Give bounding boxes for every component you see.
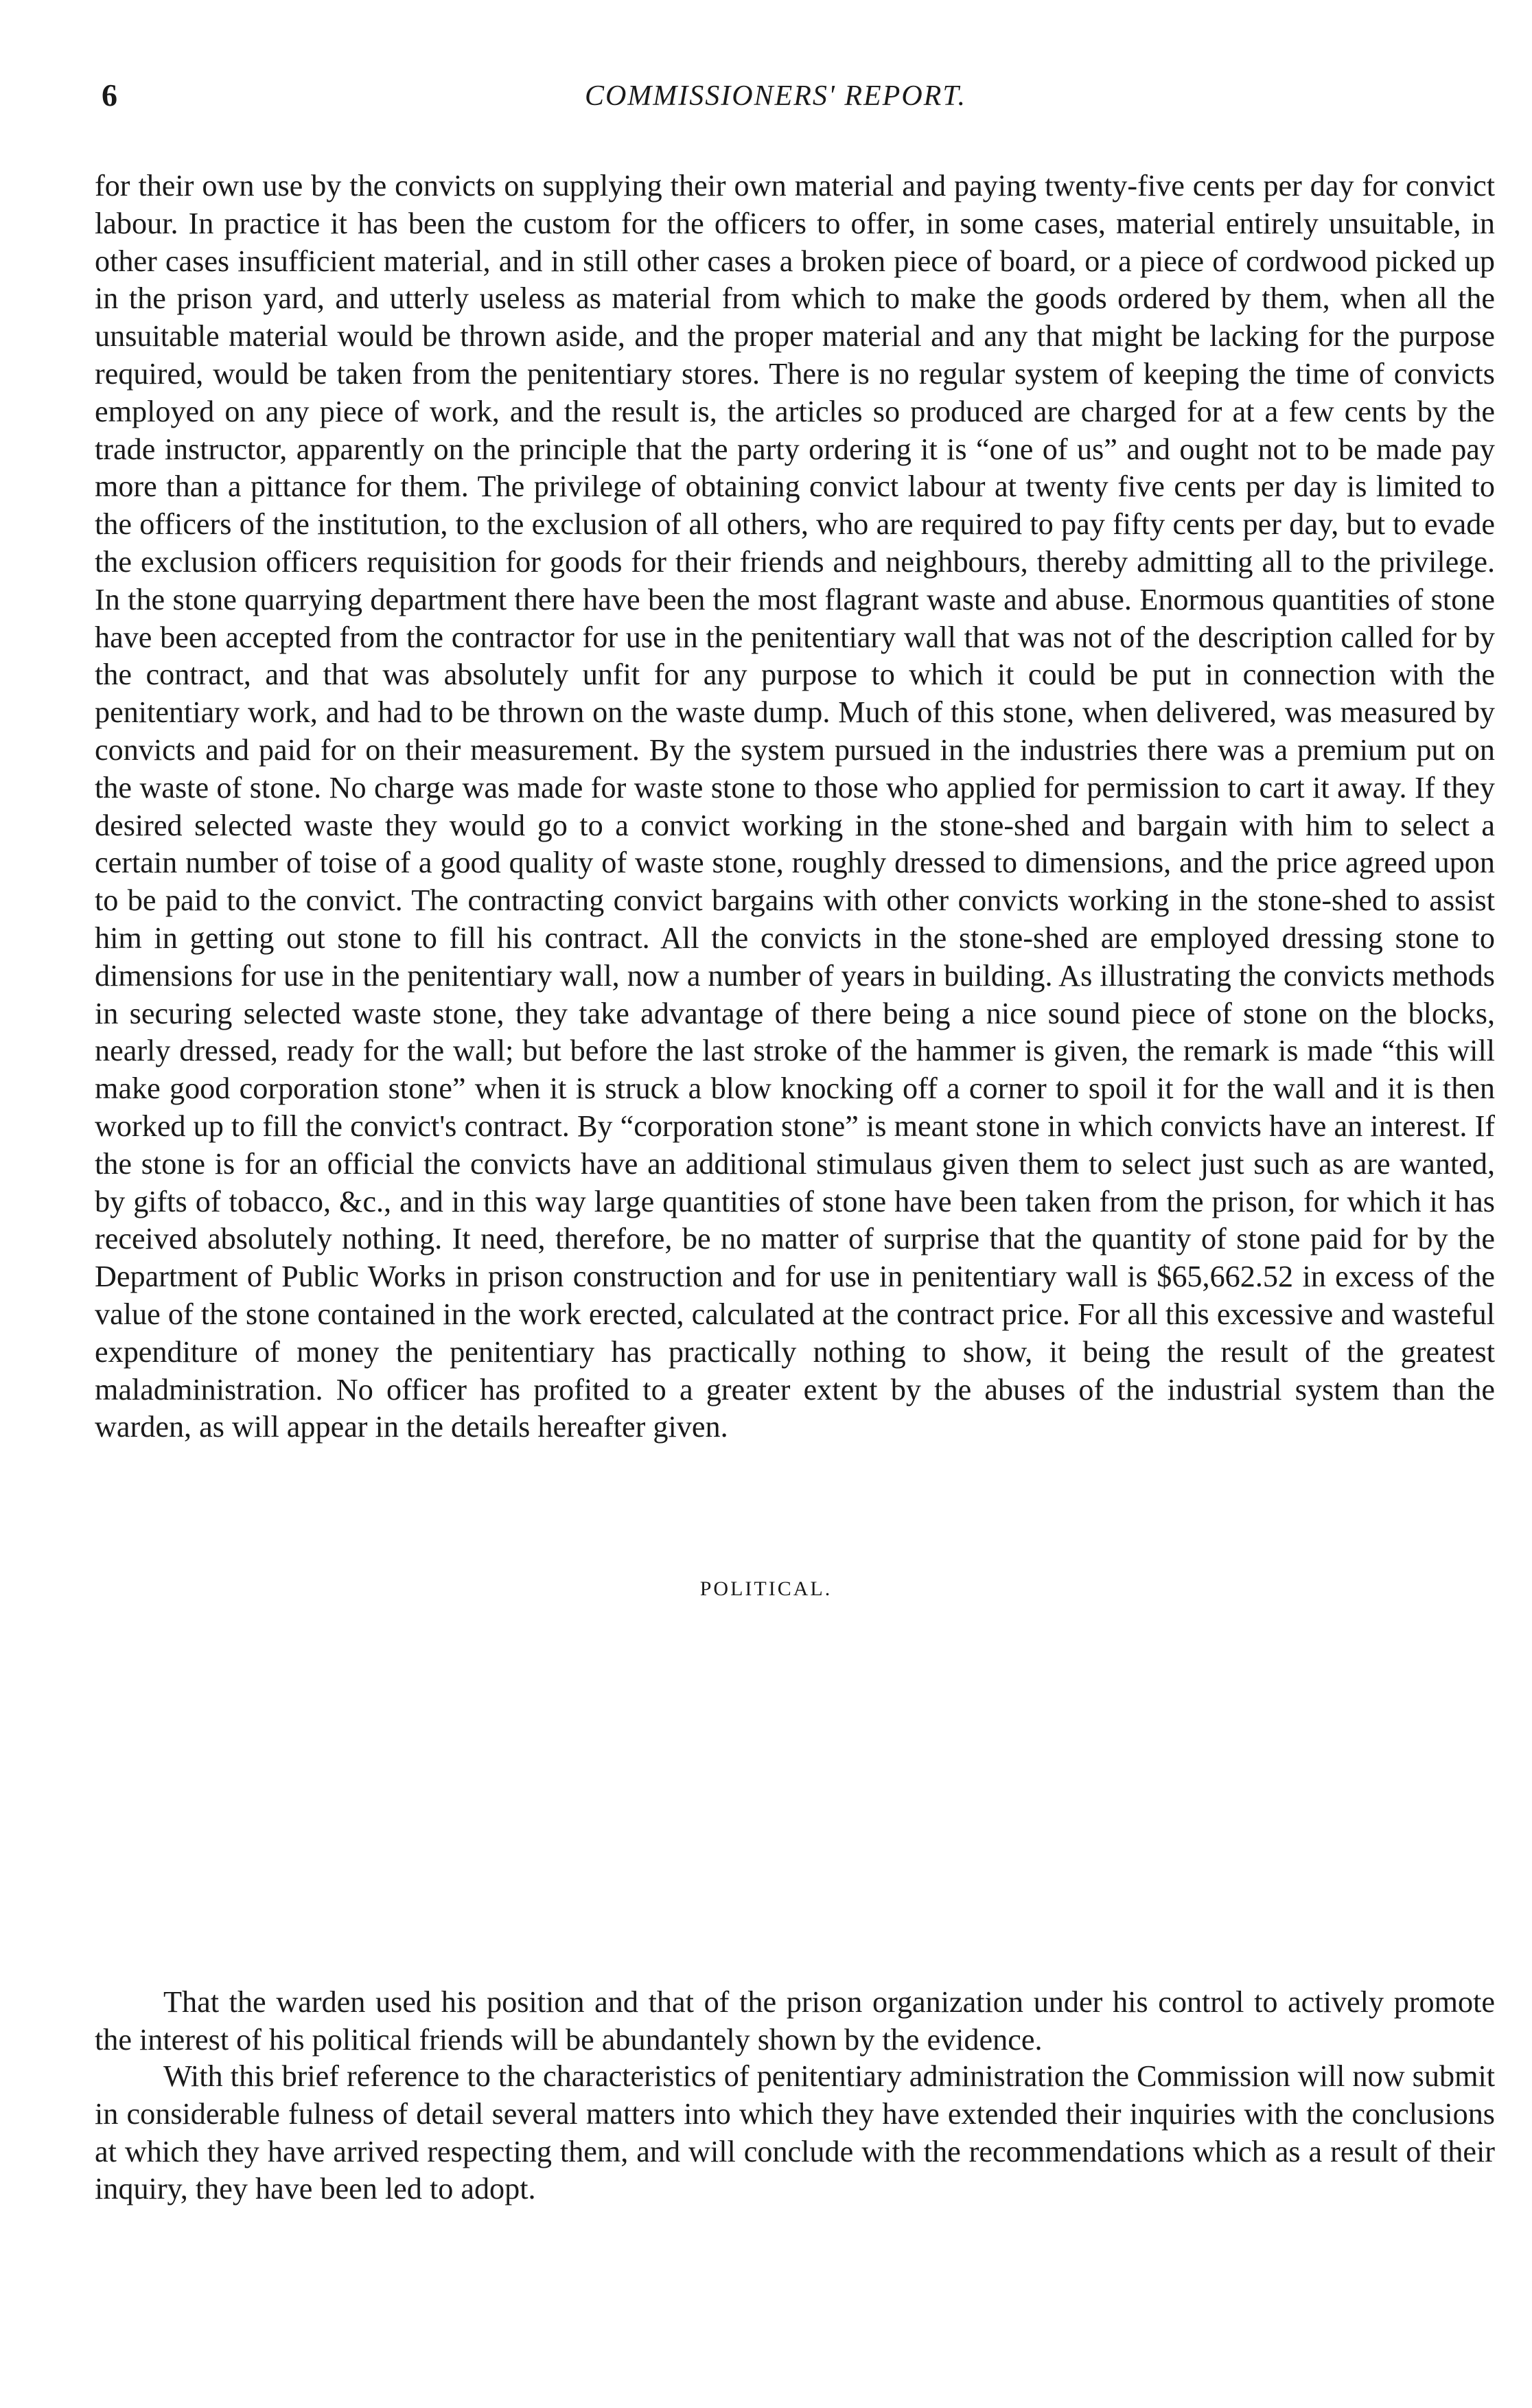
- running-head: COMMISSIONERS' REPORT.: [584, 80, 967, 112]
- section-heading: POLITICAL.: [699, 1577, 833, 1600]
- page-header: [102, 77, 1450, 125]
- body-paragraph: That the warden used his position and that of the prison organization under his control to actively promote the interest of his political friends will be abundantely shown by the evidence.: [95, 1985, 1495, 2057]
- body-paragraph: for their own use by the convicts on supplying their own material and paying twenty-five cents per day for convict labour. In practice it has been the custom for the officers to offer, in some cases, material entirely unsuitable, in other cases insufficient material, and in still other cases a broken piece of board, or a piece of cordwood picked up in the prison yard, and utterly useless as material from which to make the goods ordered by them, when all the unsuitable material would be thrown aside, and the proper material and any that might be lacking for the purpose required, would be taken from the penitentiary stores. There is no regular system of keeping the time of convicts employed on any piece of work, and the result is, the articles so produced are charged for at a few cents by the trade instructor, apparently on the principle that the party ordering it is “one of us” and ought not to be made pay more than a pittance for them. The privilege of obtaining convict labour at twenty five cents per day is limited to the officers of the institution, to the exclusion of all others, who are required to pay fifty cents per day, but to evade the exclusion officers requisition for goods for their friends and neighbours, thereby admitting all to the privilege. In the stone quarrying department there have been the most flagrant waste and abuse. Enormous quantities of stone have been accepted from the contractor for use in the penitentiary wall that was not of the description called for by the contract, and that was absolutely unfit for any purpose to which it could be put in connection with the penitentiary work, and had to be thrown on the waste dump. Much of this stone, when delivered, was measured by convicts and paid for on their measurement. By the system pursued in the industries there was a premium put on the waste of stone. No charge was made for waste stone to those who applied for permission to cart it away. If they desired selected waste they would go to a convict working in the stone-shed and bargain with him to select a certain number of toise of a good quality of waste stone, roughly dressed to dimensions, and the price agreed upon to be paid to the convict. The contracting convict bargains with other convicts working in the stone-shed to assist him in getting out stone to fill his contract. All the convicts in the stone-shed are employed dressing stone to dimensions for use in the penitentiary wall, now a number of years in building. As illustrating the convicts methods in securing selected waste stone, they take advantage of there being a nice sound piece of stone on the blocks, nearly dressed, ready for the wall; but before the last stroke of the hammer is given, the remark is made “this will make good corporation stone” when it is struck a blow knocking off a corner to spoil it for the wall and it is then worked up to fill the convict's contract. By “corporation stone” is meant stone in which convicts have an interest. If the stone is for an official the convicts have an additional stimulaus given them to select just such as are wanted, by gifts of tobacco, &c., and in this way large quantities of stone have been taken from the prison, for which it has received absolutely nothing. It need, therefore, be no matter of surprise that the quantity of stone paid for by the Department of Public Works in prison construction and for use in penitentiary wall is $65,662.52 in excess of the value of the stone contained in the work erected, calculated at the contract price. For all this excessive and wasteful expenditure of money the penitentiary has practically nothing to show, it being the result of the greatest maladministration. No officer has profited to a greater extent by the abuses of the industrial system than the warden, as will appear in the details hereafter given.: [95, 169, 1495, 1444]
- body-paragraph: With this brief reference to the characteristics of penitentiary administration the Commission will now submit in considerable fulness of detail several matters into which they have extended their inquiries with the conclusions at which they have arrived respecting them, and will conclude with the recommendations which as a result of their inquiry, they have been led to adopt.: [95, 2059, 1495, 2206]
- page-number: 6: [102, 78, 117, 113]
